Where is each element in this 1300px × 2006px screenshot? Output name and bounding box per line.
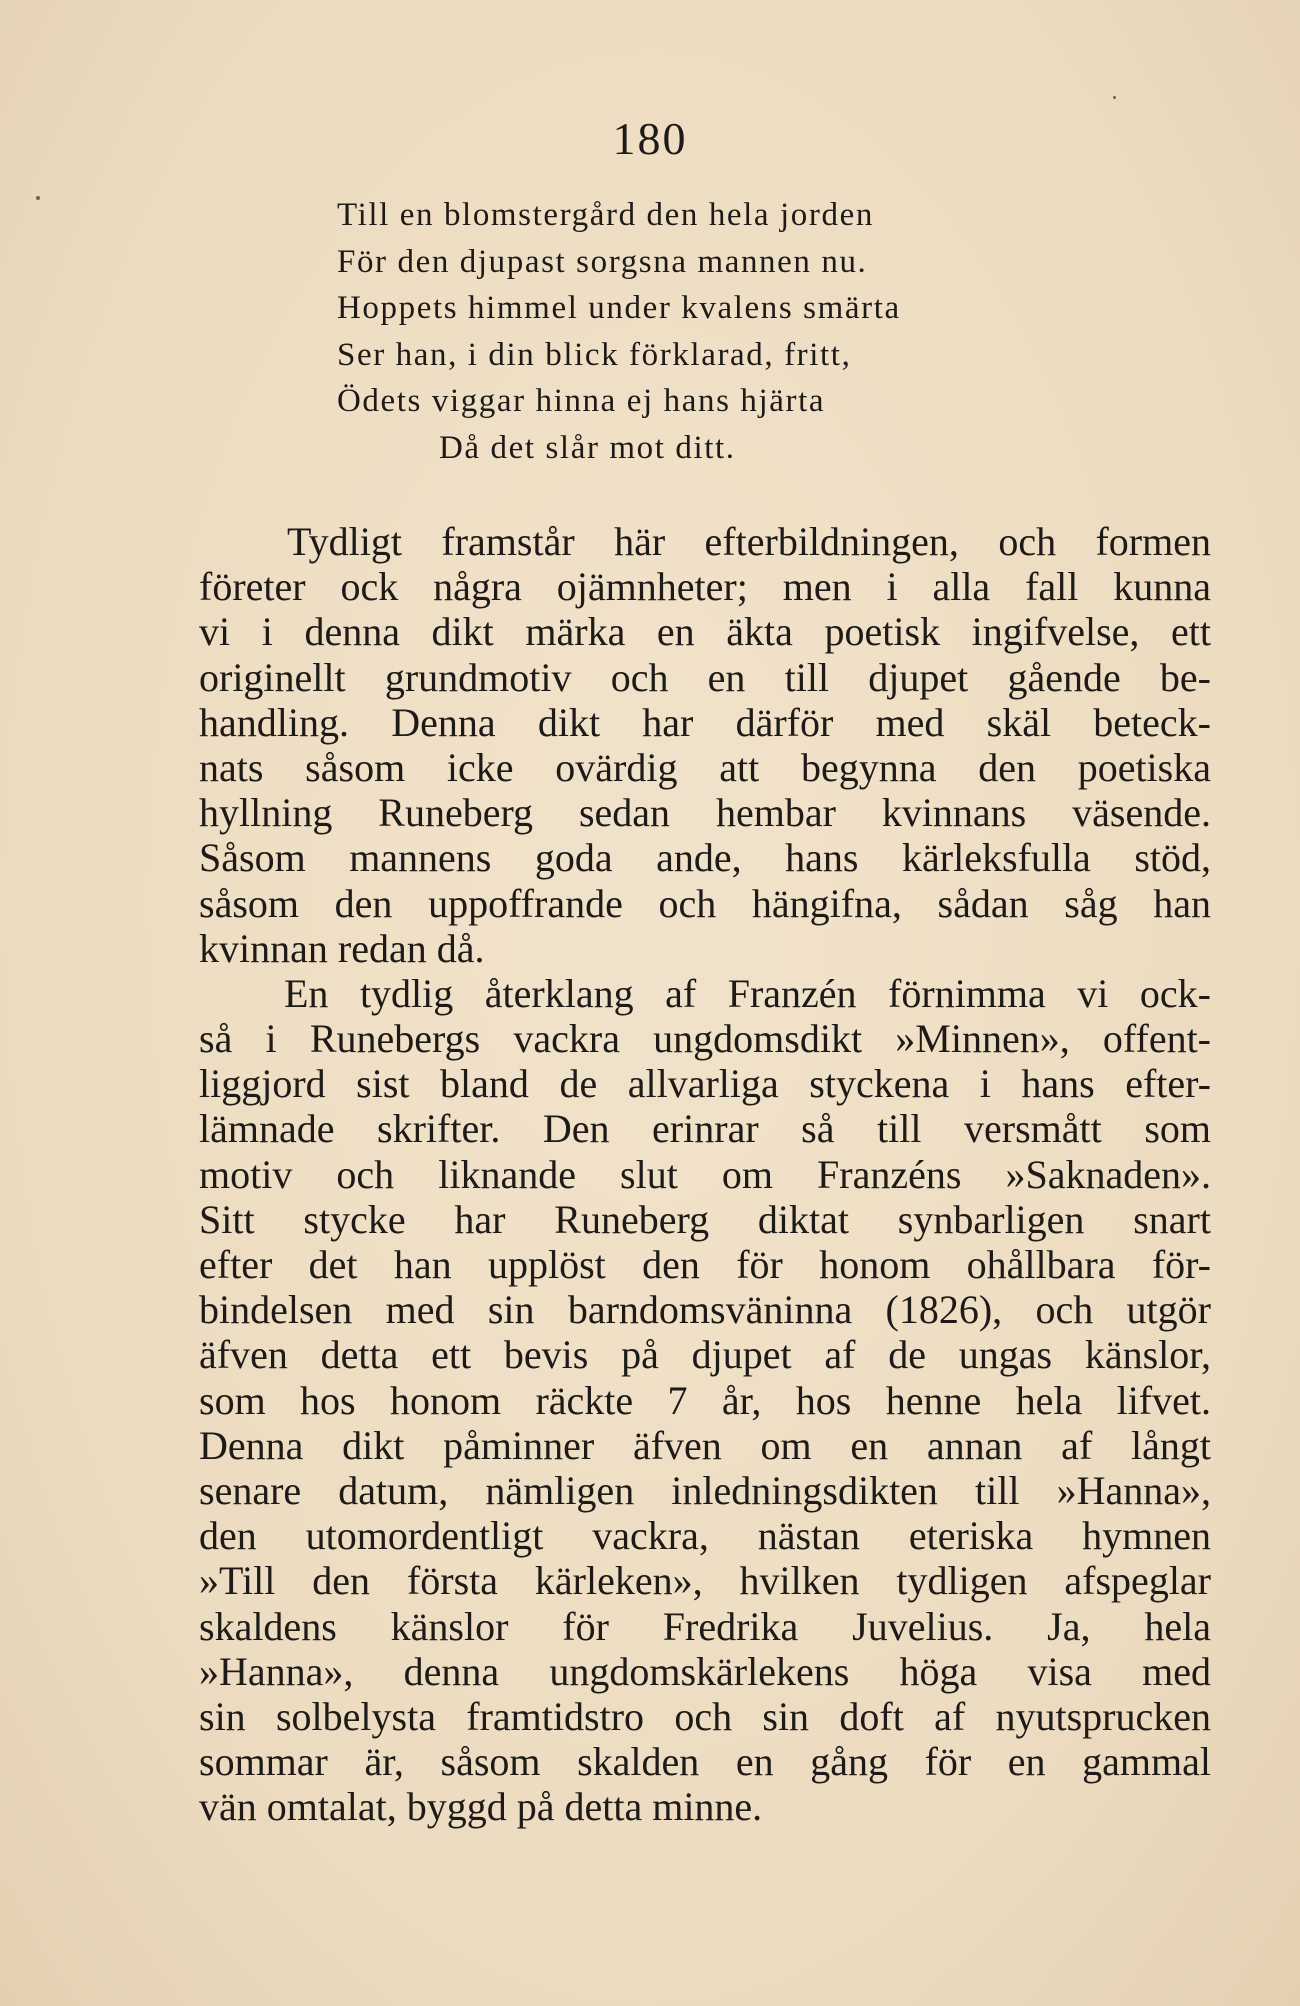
paper-speck bbox=[1113, 96, 1116, 99]
text-line: sommar är, såsom skalden en gång för en gammal bbox=[199, 1739, 1211, 1785]
text-line: efter det han upplöst den för honom ohållbara för- bbox=[199, 1242, 1211, 1287]
text-line: Tydligt framstår här efterbildningen, och formen bbox=[287, 519, 1211, 564]
text-line: nats såsom icke ovärdig att begynna den poetiska bbox=[199, 744, 1211, 790]
text-line: kvinnan redan då. bbox=[199, 925, 485, 971]
text-line: »Till den första kärleken», hvilken tydligen afspeglar bbox=[199, 1558, 1211, 1604]
text-line: handling. Denna dikt har därför med skäl beteck- bbox=[199, 699, 1211, 745]
text-line: den utomordentligt vackra, nästan eteriska hymnen bbox=[199, 1513, 1211, 1559]
poem-stanza bbox=[337, 192, 901, 471]
poem-line: Till en blomstergård den hela jorden bbox=[337, 197, 874, 233]
text-line: som hos honom räckte 7 år, hos henne hela lifvet. bbox=[199, 1377, 1211, 1423]
text-line: Såsom mannens goda ande, hans kärleksfulla stöd, bbox=[199, 835, 1211, 881]
text-line: liggjord sist bland de allvarliga styckena i hans efter- bbox=[199, 1061, 1211, 1107]
text-line: senare datum, nämligen inledningsdikten till »Hanna», bbox=[199, 1467, 1211, 1513]
paper-speck bbox=[36, 196, 40, 200]
poem-line: Hoppets himmel under kvalens smärta bbox=[337, 290, 901, 326]
text-line: Sitt stycke har Runeberg diktat synbarligen snart bbox=[199, 1196, 1211, 1242]
body-text bbox=[199, 519, 1211, 1829]
poem-line: För den djupast sorgsna mannen nu. bbox=[337, 243, 868, 280]
text-line: »Hanna», denna ungdomskärlekens höga visa med bbox=[199, 1648, 1211, 1694]
text-line: En tydlig återklang af Franzén förnimma vi ock- bbox=[284, 970, 1211, 1016]
text-line: Denna dikt påminner äfven om en annan af långt bbox=[199, 1422, 1211, 1468]
text-line: vän omtalat, byggd på detta minne. bbox=[199, 1784, 763, 1830]
text-line: vi i denna dikt märka en äkta poetisk ingifvelse, ett bbox=[199, 609, 1211, 655]
text-line: äfven detta ett bevis på djupet af de ungas känslor, bbox=[199, 1332, 1211, 1378]
poem-line: Då det slår mot ditt. bbox=[439, 429, 736, 466]
text-line: originellt grundmotiv och en till djupet gående be- bbox=[199, 654, 1211, 700]
text-line: hyllning Runeberg sedan hembar kvinnans väsende. bbox=[199, 790, 1211, 836]
text-line: företer ock några ojämnheter; men i alla fall kunna bbox=[199, 564, 1211, 610]
text-line: så i Runebergs vackra ungdomsdikt »Minnen», offent- bbox=[199, 1016, 1211, 1062]
text-line: såsom den uppoffrande och hängifna, sådan såg han bbox=[199, 880, 1211, 926]
text-line: skaldens känslor för Fredrika Juvelius. Ja, hela bbox=[199, 1603, 1211, 1649]
poem-line: Ödets viggar hinna ej hans hjärta bbox=[337, 383, 826, 419]
poem-line: Ser han, i din blick förklarad, fritt, bbox=[337, 336, 852, 373]
text-line: sin solbelysta framtidstro och sin doft af nyutsprucken bbox=[199, 1693, 1211, 1739]
text-line: lämnade skrifter. Den erinrar så till versmått som bbox=[199, 1106, 1211, 1152]
text-line: motiv och liknande slut om Franzéns »Saknaden». bbox=[199, 1151, 1211, 1197]
page-number: 180 bbox=[612, 113, 688, 164]
text-line: bindelsen med sin barndomsväninna (1826), och utgör bbox=[199, 1287, 1211, 1333]
